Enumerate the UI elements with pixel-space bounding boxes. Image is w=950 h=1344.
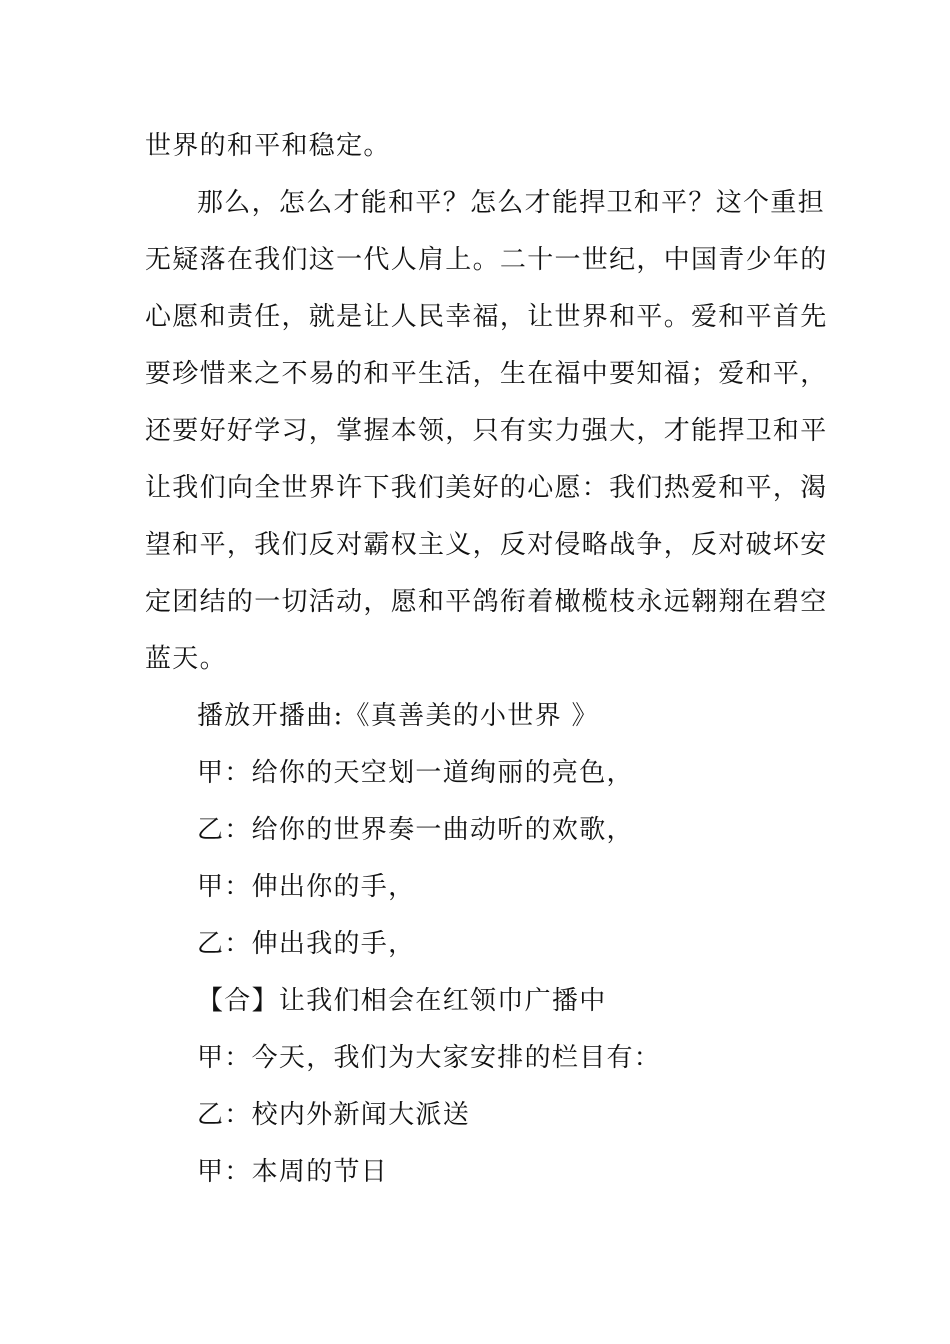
paragraph-line: 那么，怎么才能和平？怎么才能捍卫和平？这个重担 [197,188,825,218]
paragraph-line: 还要好好学习，掌握本领，只有实力强大，才能捍卫和平 [145,416,828,446]
paragraph-peace [145,175,828,688]
opening-song-line: 播放开播曲:《真善美的小世界 》 [197,701,599,731]
paragraph-line: 让我们向全世界许下我们美好的心愿：我们热爱和平，渴 [145,473,828,503]
dialogue-script [145,745,807,1201]
dialogue-line: 甲：给你的天空划一道绚丽的亮色， [197,758,634,788]
paragraph-line: 心愿和责任，就是让人民幸福，让世界和平。爱和平首先 [145,302,828,332]
dialogue-line: 甲：今天，我们为大家安排的栏目有： [197,1043,662,1073]
dialogue-line: 甲：本周的节日 [197,1157,389,1187]
dialogue-line: 乙：给你的世界奏一曲动听的欢歌， [197,815,634,845]
paragraph-line: 蓝天。 [145,644,227,674]
paragraph-line: 定团结的一切活动，愿和平鸽衔着橄榄枝永远翱翔在碧空 [145,587,828,617]
paragraph-line: 无疑落在我们这一代人肩上。二十一世纪，中国青少年的 [145,245,828,275]
paragraph-continuation: 世界的和平和稳定。 [145,131,391,161]
document-page [145,118,828,1201]
dialogue-line: 乙：伸出我的手， [197,929,416,959]
dialogue-line: 乙：校内外新闻大派送 [197,1100,471,1130]
dialogue-line-chorus: 【合】让我们相会在红领巾广播中 [197,986,607,1016]
dialogue-line: 甲：伸出你的手， [197,872,416,902]
paragraph-line: 要珍惜来之不易的和平生活，生在福中要知福；爱和平， [145,359,828,389]
paragraph-line: 望和平，我们反对霸权主义，反对侵略战争，反对破坏安 [145,530,828,560]
